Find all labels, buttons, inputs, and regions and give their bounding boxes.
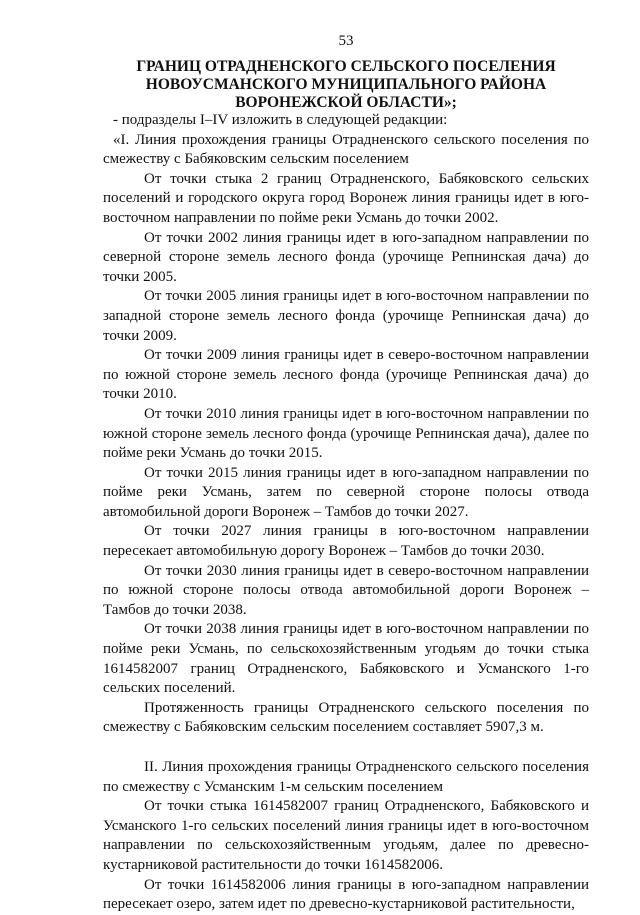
paragraph-intro: - подразделы I–IV изложить в следующей редакции: xyxy=(113,112,448,128)
paragraph: От точки 2015 линия границы идет в юго-западном направлении по пойме реки Усмань, затем по северной стороне полосы отвода автомобильной дороги Воронеж – Тамбов до точки 2027. xyxy=(103,464,589,520)
paragraph: От точки 2009 линия границы идет в северо-восточном направлении по южной стороне земель лесного фонда (урочище Репнинская дача) до точки 2010. xyxy=(103,347,589,403)
section-gap xyxy=(103,738,589,758)
paragraph: От точки 2002 линия границы идет в юго-западном направлении по северной стороне земель лесного фонда (урочище Репнинская дача) до точки 2005. xyxy=(103,229,589,285)
paragraph-length-summary: Протяженность границы Отрадненского сельского поселения по смежеству с Бабяковским сельским поселением составляет 5907,3 м. xyxy=(103,699,589,736)
document-title: ГРАНИЦ ОТРАДНЕНСКОГО СЕЛЬСКОГО ПОСЕЛЕНИЯ НОВОУСМАНСКОГО МУНИЦИПАЛЬНОГО РАЙОНА ВОРОНЕЖСКОЙ ОБЛАСТИ»; xyxy=(136,58,556,111)
paragraph: От точки 2027 линия границы в юго-восточном направлении пересекает автомобильную дорогу Воронеж – Тамбов до точки 2030. xyxy=(103,523,589,560)
paragraph: От точки 2030 линия границы идет в северо-восточном направлении по южной стороне полосы отвода автомобильной дороги Воронеж – Тамбов до точки 2038. xyxy=(103,562,589,618)
paragraph: От точки стыка 2 границ Отрадненского, Бабяковского сельских поселений и городского округа город Воронеж линия границы идет в юго-восточном направлении по пойме реки Усмань до точки 2002. xyxy=(103,170,589,226)
document-body xyxy=(103,111,589,915)
section-heading-1: «I. Линия прохождения границы Отрадненского сельского поселения по смежеству с Бабяковским сельским поселением xyxy=(103,131,589,168)
paragraph: От точки 2038 линия границы идет в юго-восточном направлении по пойме реки Усмань, по сельскохозяйственным угодьям до точки стыка 1614582007 границ Отрадненского, Бабяковского и Усманского 1-го сельских поселений. xyxy=(103,621,589,697)
paragraph: От точки 2010 линия границы идет в юго-восточном направлении по южной стороне земель лесного фонда (урочище Репнинская дача), далее по пойме реки Усмань до точки 2015. xyxy=(103,405,589,462)
paragraph: От точки 2005 линия границы идет в юго-восточном направлении по западной стороне земель лесного фонда (урочище Репнинская дача) до точки 2009. xyxy=(103,288,589,344)
paragraph: От точки стыка 1614582007 границ Отрадненского, Бабяковского и Усманского 1-го сельских поселений линия границы идет в юго-восточном направлении по сельскохозяйственным угодьям, далее по древесно-кустарниковой растительности до точки 1614582006. xyxy=(103,798,589,873)
section-heading-2: II. Линия прохождения границы Отрадненского сельского поселения по смежеству с Усманским 1-м сельским поселением xyxy=(103,759,589,795)
page-number: 53 xyxy=(338,33,354,49)
paragraph: От точки 1614582006 линия границы в юго-западном направлении пересекает озеро, затем идет по древесно-кустарниковой растительности, xyxy=(103,876,589,913)
